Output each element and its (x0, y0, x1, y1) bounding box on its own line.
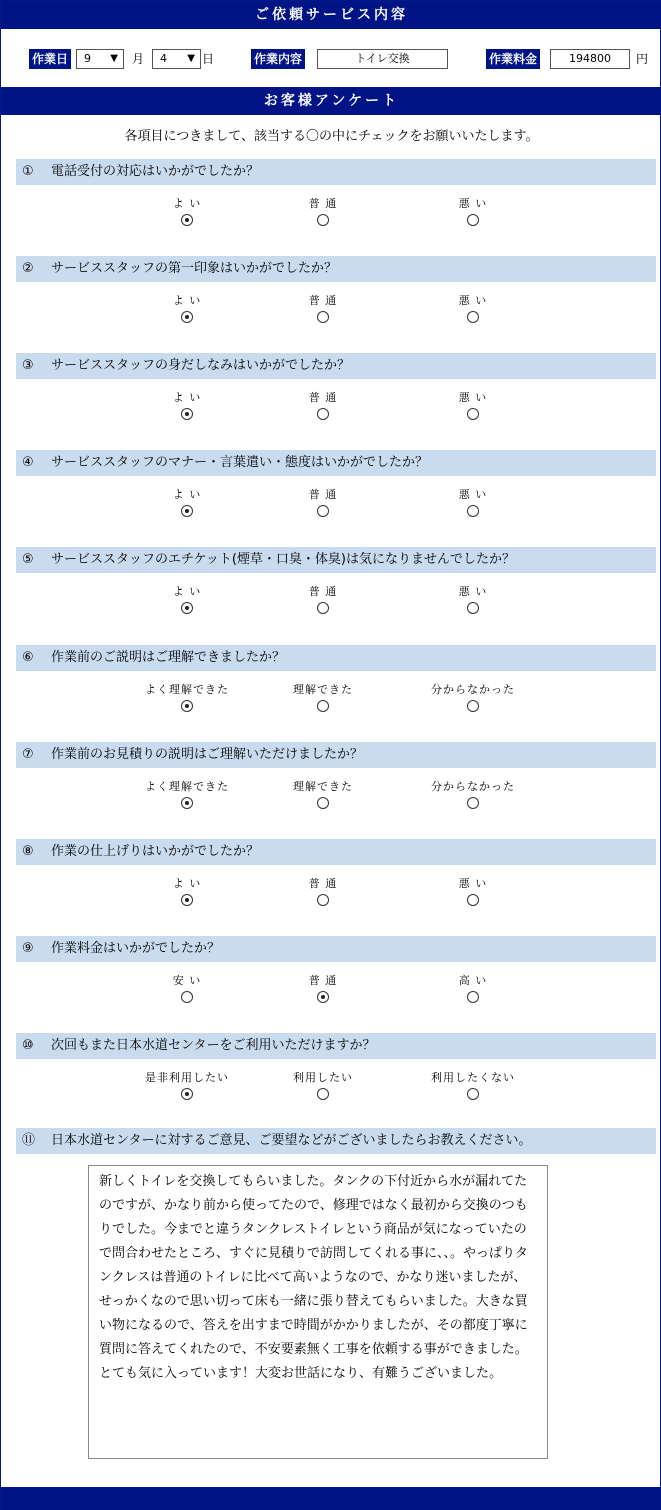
question-2 (16, 256, 656, 282)
question-5 (16, 547, 656, 573)
radio-unchecked-icon[interactable] (467, 894, 479, 906)
radio-checked-icon[interactable] (317, 991, 329, 1003)
question-number: ⑥ (22, 650, 34, 665)
radio-checked-icon[interactable] (181, 214, 193, 226)
radio-unchecked-icon[interactable] (317, 505, 329, 517)
option-label: 悪 い (458, 488, 488, 501)
radio-unchecked-icon[interactable] (467, 214, 479, 226)
question-1 (16, 159, 656, 185)
option-label: 普 通 (308, 974, 338, 987)
question-number: ⑦ (22, 747, 34, 762)
question-7-option-3[interactable] (423, 780, 523, 809)
work-date-label: 作業日 (29, 49, 71, 69)
question-text: サービススタッフのマナー・言葉遣い・態度はいかがでしたか？ (51, 455, 429, 470)
footer-band (1, 1487, 661, 1510)
radio-unchecked-icon[interactable] (317, 700, 329, 712)
work-fee-field[interactable]: 194800 (550, 49, 630, 69)
question-text: サービススタッフの身だしなみはいかがでしたか？ (51, 358, 351, 373)
comment-textarea[interactable]: 新しくトイレを交換してもらいました。タンクの下付近から水が漏れてたのですが、かなり前から使ってたので、修理ではなく最初から交換のつもりでした。今までと違うタンクレストイレという商品が気になっていたので問合わせたところ、すぐに見積りで訪問してくれる事に、、。やっぱりタンクレスは普通のトイレに比べて高いようなので、かなり迷いましたが、せっかくなので思い切って床も一緒に張り替えてもらいました。大きな買い物になるので、答えを出すまで時間がかかりましたが、その都度丁寧に質問に答えてくれたので、不安要素無く工事を依頼する事ができました。とても気に入っています！大変お世話になり、有難うございました。 (88, 1165, 548, 1459)
radio-unchecked-icon[interactable] (317, 894, 329, 906)
option-label: 普 通 (308, 294, 338, 307)
option-label: よ い (172, 877, 202, 890)
radio-unchecked-icon[interactable] (317, 408, 329, 420)
work-fee-label: 作業料金 (486, 49, 540, 69)
question-3-option-1[interactable] (137, 391, 237, 420)
option-label: よ い (172, 197, 202, 210)
question-10-option-3[interactable] (423, 1071, 523, 1100)
question-text: サービススタッフのエチケット(煙草・口臭・体臭)は気になりませんでしたか？ (51, 552, 515, 567)
radio-unchecked-icon[interactable] (467, 602, 479, 614)
option-label: 普 通 (308, 877, 338, 890)
question-2-option-1[interactable] (137, 294, 237, 323)
dropdown-arrow-icon: ▼ (187, 53, 195, 64)
radio-unchecked-icon[interactable] (317, 1088, 329, 1100)
question-number: ⑩ (22, 1038, 34, 1053)
question-9-option-3[interactable] (423, 974, 523, 1003)
option-label: よく理解できた (145, 780, 229, 793)
option-label: 理解できた (293, 683, 353, 696)
question-3-option-2[interactable] (273, 391, 373, 420)
question-number: ① (22, 164, 34, 179)
question-5-option-3[interactable] (423, 585, 523, 614)
question-11 (16, 1128, 656, 1154)
question-9-option-2[interactable] (273, 974, 373, 1003)
radio-checked-icon[interactable] (181, 894, 193, 906)
survey-intro: 各項目につきまして、該当する〇の中にチェックをお願いいたします。 (124, 129, 539, 144)
radio-checked-icon[interactable] (181, 700, 193, 712)
option-label: よ い (172, 294, 202, 307)
question-number: ④ (22, 455, 34, 470)
work-content-field[interactable]: トイレ交換 (317, 49, 448, 69)
question-1-option-1[interactable] (137, 197, 237, 226)
question-text: 作業前のお見積りの説明はご理解いただけましたか？ (51, 747, 364, 762)
question-7-option-2[interactable] (273, 780, 373, 809)
question-6-option-2[interactable] (273, 683, 373, 712)
option-label: 悪 い (458, 877, 488, 890)
question-6 (16, 645, 656, 671)
question-5-option-2[interactable] (273, 585, 373, 614)
option-label: 悪 い (458, 585, 488, 598)
question-text: 電話受付の対応はいかがでしたか？ (51, 164, 260, 179)
survey-header: お客様アンケート (1, 87, 661, 115)
question-4-option-1[interactable] (137, 488, 237, 517)
radio-checked-icon[interactable] (181, 1088, 193, 1100)
question-8-option-1[interactable] (137, 877, 237, 906)
radio-unchecked-icon[interactable] (317, 214, 329, 226)
question-text: サービススタッフの第一印象はいかがでしたか？ (51, 261, 338, 276)
question-8-option-2[interactable] (273, 877, 373, 906)
question-9-option-1[interactable] (137, 974, 237, 1003)
day-select[interactable] (152, 49, 201, 69)
option-label: 悪 い (458, 294, 488, 307)
question-2-option-3[interactable] (423, 294, 523, 323)
question-8-option-3[interactable] (423, 877, 523, 906)
question-1-option-2[interactable] (273, 197, 373, 226)
question-text: 作業の仕上げりはいかがでしたか？ (51, 844, 260, 859)
option-label: 利用したくない (431, 1071, 515, 1084)
question-2-option-2[interactable] (273, 294, 373, 323)
question-text: 次回もまた日本水道センターをご利用いただけますか？ (51, 1038, 376, 1053)
question-7-option-1[interactable] (137, 780, 237, 809)
month-unit: 月 (132, 52, 145, 66)
fee-unit: 円 (636, 52, 649, 66)
question-number: ② (22, 261, 34, 276)
question-number: ③ (22, 358, 34, 373)
radio-checked-icon[interactable] (181, 797, 193, 809)
question-6-option-1[interactable] (137, 683, 237, 712)
day-unit: 日 (202, 52, 215, 66)
radio-unchecked-icon[interactable] (467, 1088, 479, 1100)
question-text: 日本水道センターに対するご意見、ご要望などがございましたらお教えください。 (51, 1133, 532, 1148)
day-value: 4 (160, 52, 167, 65)
question-3-option-3[interactable] (423, 391, 523, 420)
option-label: 悪 い (458, 197, 488, 210)
question-number: ⑪ (22, 1133, 36, 1148)
question-10-option-2[interactable] (273, 1071, 373, 1100)
radio-checked-icon[interactable] (181, 408, 193, 420)
option-label: よく理解できた (145, 683, 229, 696)
question-5-option-1[interactable] (137, 585, 237, 614)
question-text: 作業前のご説明はご理解できましたか？ (51, 650, 286, 665)
option-label: 悪 い (458, 391, 488, 404)
question-1-option-3[interactable] (423, 197, 523, 226)
service-header: ご依頼サービス内容 (1, 1, 661, 29)
question-7 (16, 742, 656, 768)
question-4-option-2[interactable] (273, 488, 373, 517)
question-10-option-1[interactable] (137, 1071, 237, 1100)
radio-checked-icon[interactable] (181, 602, 193, 614)
option-label: 普 通 (308, 391, 338, 404)
question-number: ⑤ (22, 552, 34, 567)
option-label: 普 通 (308, 488, 338, 501)
option-label: 普 通 (308, 197, 338, 210)
option-label: 是非利用したい (145, 1071, 229, 1084)
radio-unchecked-icon[interactable] (467, 991, 479, 1003)
radio-unchecked-icon[interactable] (467, 505, 479, 517)
question-8 (16, 839, 656, 865)
radio-unchecked-icon[interactable] (181, 991, 193, 1003)
option-label: 安 い (172, 974, 202, 987)
radio-checked-icon[interactable] (181, 505, 193, 517)
question-number: ⑧ (22, 844, 34, 859)
question-10 (16, 1033, 656, 1059)
month-select[interactable] (76, 49, 124, 69)
month-value: 9 (84, 52, 91, 65)
option-label: 分からなかった (431, 780, 515, 793)
option-label: 普 通 (308, 585, 338, 598)
option-label: よ い (172, 488, 202, 501)
radio-unchecked-icon[interactable] (467, 797, 479, 809)
question-number: ⑨ (22, 941, 34, 956)
option-label: 利用したい (293, 1071, 353, 1084)
work-content-label: 作業内容 (251, 49, 305, 69)
radio-unchecked-icon[interactable] (467, 408, 479, 420)
option-label: 理解できた (293, 780, 353, 793)
radio-unchecked-icon[interactable] (467, 311, 479, 323)
option-label: 高 い (458, 974, 488, 987)
radio-checked-icon[interactable] (181, 311, 193, 323)
question-6-option-3[interactable] (423, 683, 523, 712)
radio-unchecked-icon[interactable] (317, 311, 329, 323)
question-4 (16, 450, 656, 476)
option-label: よ い (172, 585, 202, 598)
radio-unchecked-icon[interactable] (467, 700, 479, 712)
question-3 (16, 353, 656, 379)
radio-unchecked-icon[interactable] (317, 602, 329, 614)
option-label: よ い (172, 391, 202, 404)
question-text: 作業料金はいかがでしたか？ (51, 941, 221, 956)
option-label: 分からなかった (431, 683, 515, 696)
question-4-option-3[interactable] (423, 488, 523, 517)
dropdown-arrow-icon: ▼ (110, 53, 118, 64)
radio-unchecked-icon[interactable] (317, 797, 329, 809)
question-9 (16, 936, 656, 962)
